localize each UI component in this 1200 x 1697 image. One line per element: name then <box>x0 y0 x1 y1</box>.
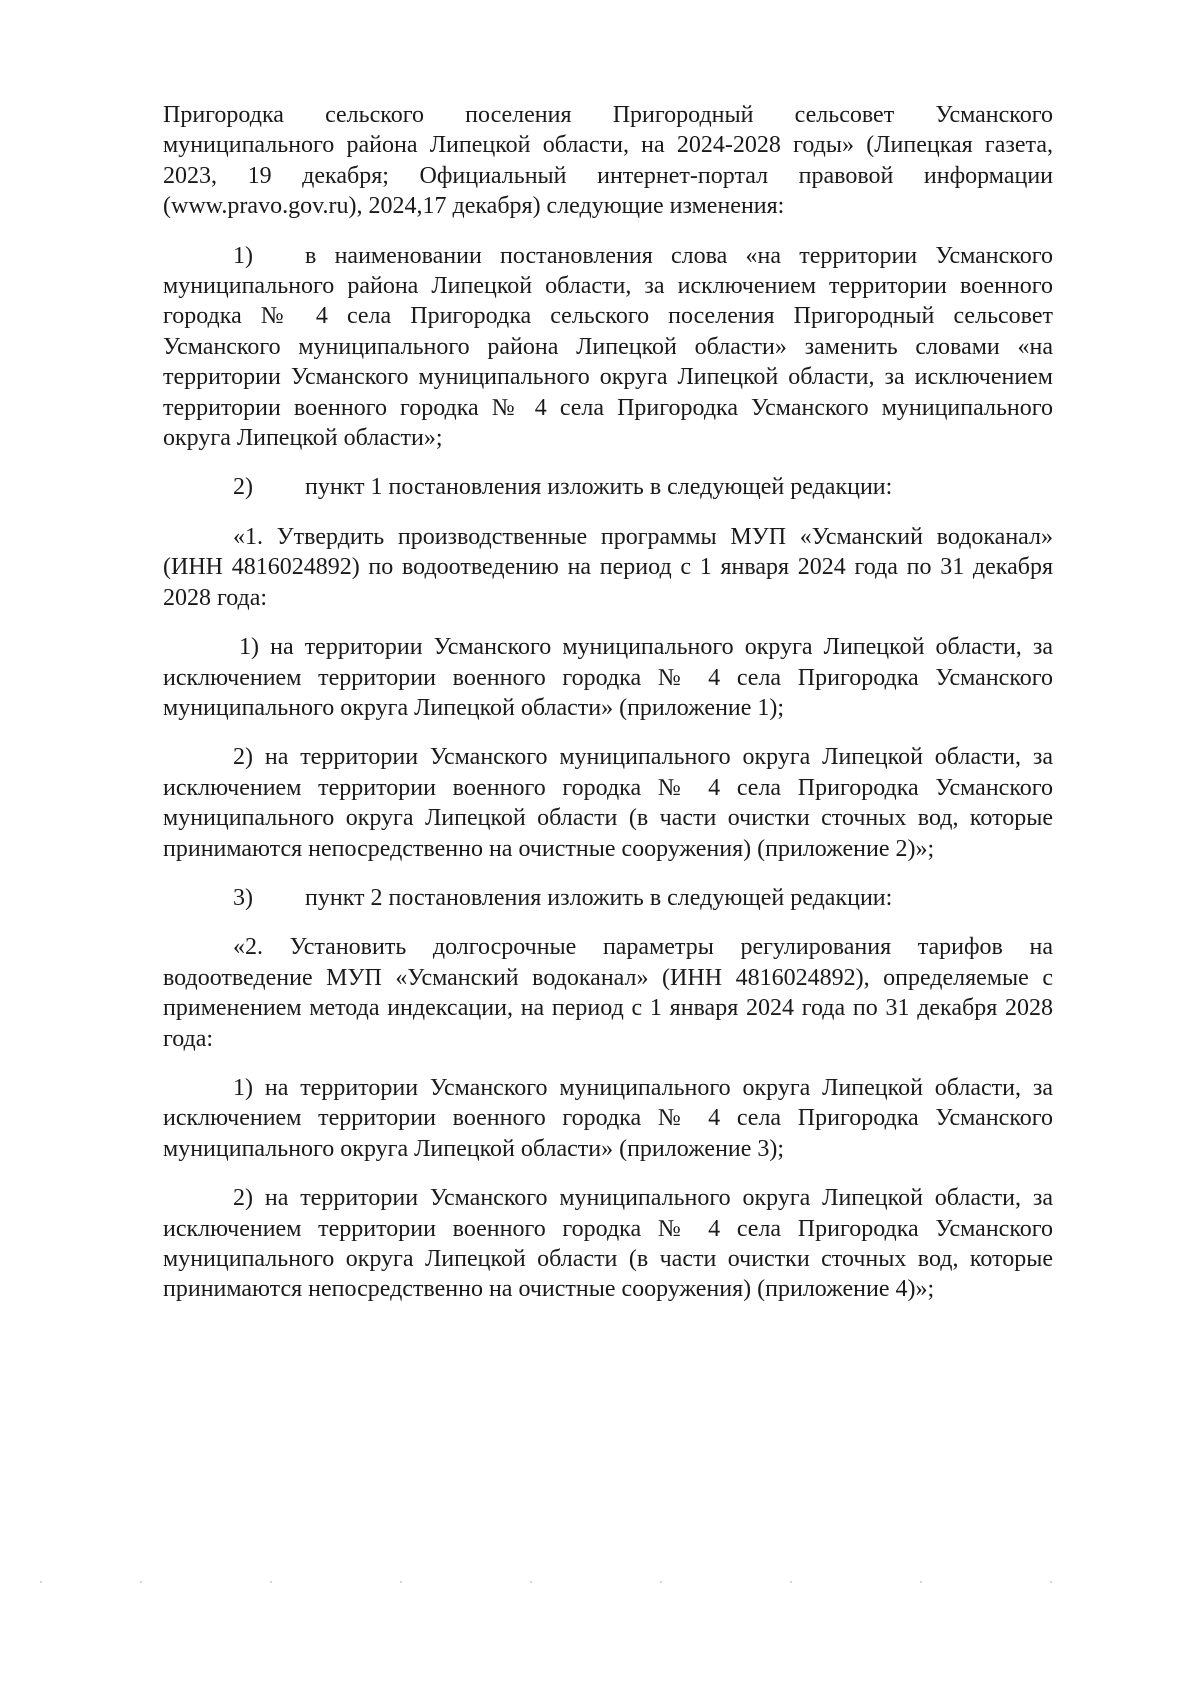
item-text: пункт 1 постановления изложить в следующей редакции: <box>305 474 893 501</box>
amendment-item-1 <box>163 241 1053 454</box>
amendment-item-3 <box>163 883 1053 913</box>
clause-2-subitem-1: 1) на территории Усманского муниципального округа Липецкой области, за исключением территории военного городка № 4 села Пригородка Усманского муниципального округа Липецкой области» (приложение 3); <box>163 1074 1053 1162</box>
item-number: 3) <box>233 884 253 911</box>
item-text: в наименовании постановления слова «на территории Усманского муниципального района Липецкой области, за исключением территории военного городка № 4 села Пригородка сельского поселения Пригородный сельсовет Усманского муниципального района Липецкой области» заменить словами «на территории Усманского муниципального округа Липецкой области, за исключением территории военного городка № 4 села Пригородка Усманского муниципального округа Липецкой области»; <box>163 242 1053 452</box>
intro-paragraph: Пригородка сельского поселения Пригородный сельсовет Усманского муниципального района Липецкой области, на 2024-2028 годы» (Липецкая газета, 2023, 19 декабря; Официальный интернет-портал правовой информации (www.pravo.gov.ru), 2024,17 декабря) следующие изменения: <box>163 102 1053 220</box>
scan-artifact-dots <box>10 1581 1190 1585</box>
clause-1-text: «1. Утвердить производственные программы МУП «Усманский водоканал» (ИНН 4816024892) по водоотведению на период с 1 января 2024 года по 31 декабря 2028 года: <box>163 523 1053 611</box>
item-number: 2) <box>233 474 253 501</box>
document-page <box>163 100 1053 1324</box>
item-number: 1) <box>233 242 253 269</box>
clause-2-text: «2. Установить долгосрочные параметры регулирования тарифов на водоотведение МУП «Усманский водоканал» (ИНН 4816024892), определяемые с применением метода индексации, на период с 1 января 2024 года по 31 декабря 2028 года: <box>163 934 1053 1052</box>
item-text: пункт 2 постановления изложить в следующей редакции: <box>305 884 893 911</box>
amendment-item-2 <box>163 472 1053 502</box>
clause-1-subitem-2: 2) на территории Усманского муниципального округа Липецкой области, за исключением территории военного городка № 4 села Пригородка Усманского муниципального округа Липецкой области (в части очистки сточных вод, которые принимаются непосредственно на очистные сооружения) (приложение 2)»; <box>163 744 1053 862</box>
clause-1-subitem-1: 1) на территории Усманского муниципального округа Липецкой области, за исключением территории военного городка № 4 села Пригородка Усманского муниципального округа Липецкой области» (приложение 1); <box>163 634 1053 721</box>
clause-2-subitem-2: 2) на территории Усманского муниципального округа Липецкой области, за исключением территории военного городка № 4 села Пригородка Усманского муниципального округа Липецкой области (в части очистки сточных вод, которые принимаются непосредственно на очистные сооружения) (приложение 4)»; <box>163 1185 1053 1303</box>
